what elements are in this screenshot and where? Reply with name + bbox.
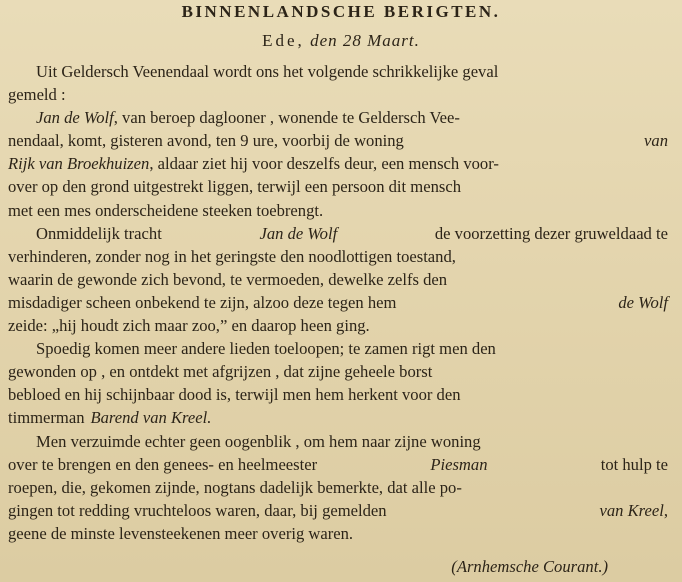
text-line: Men verzuimde echter geen oogenblik , om hem naar zijne woning bbox=[36, 431, 481, 451]
text-line: met een mes onderscheidene steeken toebrengt. bbox=[8, 200, 324, 220]
person-name: Jan de Wolf bbox=[36, 108, 114, 128]
text-line: Uit Geldersch Veenendaal wordt ons het volgende schrikkelijke geval bbox=[36, 62, 499, 81]
text-line: nendaal, komt, gisteren avond, ten 9 ure, voorbij de woning van bbox=[8, 131, 668, 151]
text-line: gemeld : bbox=[8, 85, 66, 105]
person-name: Jan de Wolf bbox=[259, 223, 338, 243]
text-line: bebloed en hij schijnbaar dood is, terwijl men hem herkent voor den bbox=[8, 385, 461, 405]
person-name: Barend van Kreel. bbox=[90, 408, 212, 428]
text-line: geene de minste levensteekenen meer overig waren. bbox=[8, 523, 354, 543]
text-line: roepen, die, gekomen zijnde, nogtans dadelijk bemerkte, dat alle po- bbox=[8, 477, 462, 497]
text-line: waarin de gewonde zich bevond, te vermoeden, dewelke zelfs den bbox=[8, 269, 448, 289]
text-line: misdadiger scheen onbekend te zijn, alzoo deze tegen hem de Wolf bbox=[8, 291, 668, 314]
article-body bbox=[8, 60, 668, 545]
dateline-place: Ede, bbox=[262, 31, 305, 50]
person-name: Rijk van Broekhuizen bbox=[8, 154, 150, 174]
dateline-date: den 28 Maart. bbox=[310, 31, 420, 50]
text-line: verhinderen, zonder nog in het geringste den noodlottigen toestand, bbox=[8, 246, 456, 266]
person-name: Piesman bbox=[430, 454, 488, 474]
section-heading: BINNENLANDSCHE BERIGTEN. bbox=[181, 2, 501, 21]
dateline bbox=[0, 31, 682, 51]
text-line: Spoedig komen meer andere lieden toeloopen; te zamen rigt men den bbox=[36, 339, 496, 359]
text-line: gingen tot redding vruchteloos waren, daar, bij gemelden van Kreel, bbox=[8, 500, 668, 520]
person-name: van Kreel bbox=[599, 500, 664, 520]
person-name: de Wolf bbox=[618, 292, 668, 312]
text-line: Onmiddelijk tracht Jan de Wolf de voorzetting dezer gruweldaad te bbox=[8, 222, 668, 245]
text-line: zeide: „hij houdt zich maar zoo,” en daarop heen ging. bbox=[8, 316, 370, 336]
text-line: over te brengen en den genees- en heelmeester Piesman tot hulp te bbox=[8, 453, 668, 476]
text-line: Jan de Wolf, van beroep daglooner , wonende te Geldersch Vee- bbox=[36, 108, 460, 128]
source-attribution: (Arnhemsche Courant.) bbox=[451, 557, 608, 576]
text-line: over op den grond uitgestrekt liggen, terwijl een persoon dit mensch bbox=[8, 177, 461, 197]
text-line: gewonden op , en ontdekt met afgrijzen , dat zijne geheele borst bbox=[8, 362, 433, 382]
text-line: Rijk van Broekhuizen, aldaar ziet hij voor deszelfs deur, een mensch voor- bbox=[8, 154, 499, 174]
text-line: timmerman Barend van Kreel. bbox=[8, 406, 668, 429]
